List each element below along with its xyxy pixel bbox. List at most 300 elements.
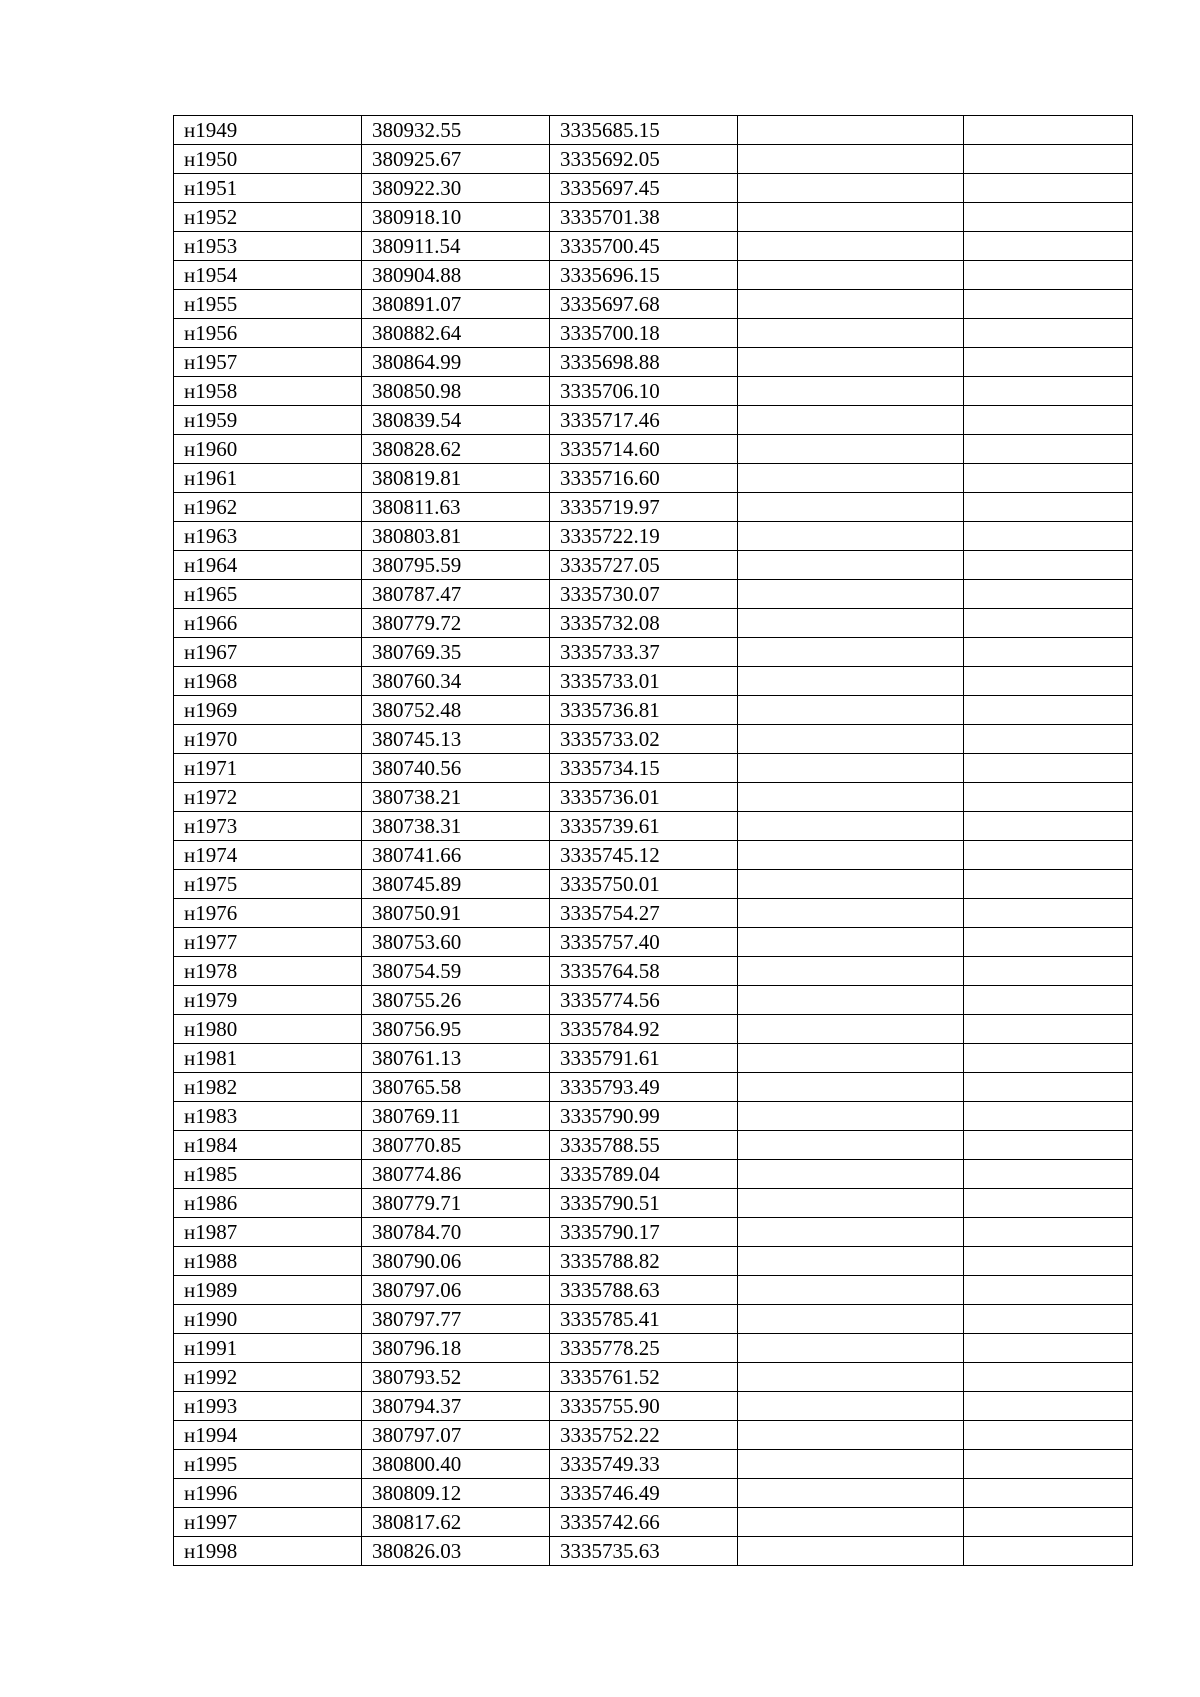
empty-cell-4 bbox=[738, 290, 964, 319]
table-row bbox=[174, 986, 1133, 1015]
x-coordinate-cell: 380756.95 bbox=[362, 1015, 550, 1044]
point-id-cell: н1982 bbox=[174, 1073, 362, 1102]
y-coordinate-cell: 3335736.81 bbox=[550, 696, 738, 725]
y-coordinate-cell: 3335733.01 bbox=[550, 667, 738, 696]
point-id-cell: н1997 bbox=[174, 1508, 362, 1537]
empty-cell-5 bbox=[964, 1218, 1133, 1247]
empty-cell-4 bbox=[738, 319, 964, 348]
table-row bbox=[174, 638, 1133, 667]
empty-cell-4 bbox=[738, 1015, 964, 1044]
y-coordinate-cell: 3335757.40 bbox=[550, 928, 738, 957]
table-row bbox=[174, 319, 1133, 348]
empty-cell-4 bbox=[738, 638, 964, 667]
empty-cell-5 bbox=[964, 1305, 1133, 1334]
y-coordinate-cell: 3335701.38 bbox=[550, 203, 738, 232]
y-coordinate-cell: 3335736.01 bbox=[550, 783, 738, 812]
y-coordinate-cell: 3335745.12 bbox=[550, 841, 738, 870]
y-coordinate-cell: 3335733.37 bbox=[550, 638, 738, 667]
empty-cell-4 bbox=[738, 261, 964, 290]
table-row bbox=[174, 1392, 1133, 1421]
table-row bbox=[174, 1131, 1133, 1160]
empty-cell-4 bbox=[738, 145, 964, 174]
x-coordinate-cell: 380811.63 bbox=[362, 493, 550, 522]
x-coordinate-cell: 380800.40 bbox=[362, 1450, 550, 1479]
point-id-cell: н1954 bbox=[174, 261, 362, 290]
empty-cell-5 bbox=[964, 1247, 1133, 1276]
x-coordinate-cell: 380828.62 bbox=[362, 435, 550, 464]
empty-cell-4 bbox=[738, 1305, 964, 1334]
table-row bbox=[174, 1044, 1133, 1073]
x-coordinate-cell: 380750.91 bbox=[362, 899, 550, 928]
empty-cell-4 bbox=[738, 1450, 964, 1479]
empty-cell-4 bbox=[738, 1479, 964, 1508]
empty-cell-5 bbox=[964, 986, 1133, 1015]
table-row bbox=[174, 1073, 1133, 1102]
point-id-cell: н1998 bbox=[174, 1537, 362, 1566]
x-coordinate-cell: 380797.77 bbox=[362, 1305, 550, 1334]
empty-cell-4 bbox=[738, 1508, 964, 1537]
point-id-cell: н1975 bbox=[174, 870, 362, 899]
y-coordinate-cell: 3335789.04 bbox=[550, 1160, 738, 1189]
point-id-cell: н1984 bbox=[174, 1131, 362, 1160]
x-coordinate-cell: 380754.59 bbox=[362, 957, 550, 986]
y-coordinate-cell: 3335732.08 bbox=[550, 609, 738, 638]
empty-cell-5 bbox=[964, 1102, 1133, 1131]
table-row bbox=[174, 957, 1133, 986]
point-id-cell: н1995 bbox=[174, 1450, 362, 1479]
empty-cell-4 bbox=[738, 1160, 964, 1189]
empty-cell-4 bbox=[738, 1102, 964, 1131]
empty-cell-4 bbox=[738, 1247, 964, 1276]
y-coordinate-cell: 3335754.27 bbox=[550, 899, 738, 928]
empty-cell-4 bbox=[738, 841, 964, 870]
empty-cell-5 bbox=[964, 116, 1133, 145]
table-row bbox=[174, 116, 1133, 145]
point-id-cell: н1986 bbox=[174, 1189, 362, 1218]
y-coordinate-cell: 3335735.63 bbox=[550, 1537, 738, 1566]
empty-cell-4 bbox=[738, 435, 964, 464]
x-coordinate-cell: 380740.56 bbox=[362, 754, 550, 783]
table-row bbox=[174, 1479, 1133, 1508]
x-coordinate-cell: 380765.58 bbox=[362, 1073, 550, 1102]
table-row bbox=[174, 870, 1133, 899]
point-id-cell: н1952 bbox=[174, 203, 362, 232]
empty-cell-4 bbox=[738, 783, 964, 812]
empty-cell-4 bbox=[738, 174, 964, 203]
empty-cell-5 bbox=[964, 812, 1133, 841]
empty-cell-5 bbox=[964, 783, 1133, 812]
y-coordinate-cell: 3335717.46 bbox=[550, 406, 738, 435]
y-coordinate-cell: 3335706.10 bbox=[550, 377, 738, 406]
point-id-cell: н1965 bbox=[174, 580, 362, 609]
coordinates-table bbox=[173, 115, 1133, 1566]
empty-cell-5 bbox=[964, 928, 1133, 957]
table-row bbox=[174, 1247, 1133, 1276]
empty-cell-4 bbox=[738, 1189, 964, 1218]
table-row bbox=[174, 609, 1133, 638]
x-coordinate-cell: 380755.26 bbox=[362, 986, 550, 1015]
empty-cell-4 bbox=[738, 406, 964, 435]
point-id-cell: н1991 bbox=[174, 1334, 362, 1363]
empty-cell-4 bbox=[738, 203, 964, 232]
empty-cell-4 bbox=[738, 609, 964, 638]
y-coordinate-cell: 3335700.45 bbox=[550, 232, 738, 261]
y-coordinate-cell: 3335714.60 bbox=[550, 435, 738, 464]
empty-cell-4 bbox=[738, 522, 964, 551]
x-coordinate-cell: 380741.66 bbox=[362, 841, 550, 870]
empty-cell-5 bbox=[964, 609, 1133, 638]
table-row bbox=[174, 1450, 1133, 1479]
x-coordinate-cell: 380797.06 bbox=[362, 1276, 550, 1305]
table-row bbox=[174, 522, 1133, 551]
y-coordinate-cell: 3335685.15 bbox=[550, 116, 738, 145]
empty-cell-4 bbox=[738, 899, 964, 928]
x-coordinate-cell: 380769.35 bbox=[362, 638, 550, 667]
empty-cell-5 bbox=[964, 203, 1133, 232]
x-coordinate-cell: 380738.21 bbox=[362, 783, 550, 812]
y-coordinate-cell: 3335788.63 bbox=[550, 1276, 738, 1305]
empty-cell-4 bbox=[738, 754, 964, 783]
point-id-cell: н1962 bbox=[174, 493, 362, 522]
table-row bbox=[174, 464, 1133, 493]
x-coordinate-cell: 380745.89 bbox=[362, 870, 550, 899]
empty-cell-5 bbox=[964, 1073, 1133, 1102]
table-row bbox=[174, 261, 1133, 290]
empty-cell-4 bbox=[738, 957, 964, 986]
empty-cell-4 bbox=[738, 1276, 964, 1305]
y-coordinate-cell: 3335788.55 bbox=[550, 1131, 738, 1160]
empty-cell-5 bbox=[964, 638, 1133, 667]
table-row bbox=[174, 1015, 1133, 1044]
table-row bbox=[174, 1160, 1133, 1189]
point-id-cell: н1983 bbox=[174, 1102, 362, 1131]
table-row bbox=[174, 928, 1133, 957]
empty-cell-5 bbox=[964, 696, 1133, 725]
point-id-cell: н1977 bbox=[174, 928, 362, 957]
x-coordinate-cell: 380922.30 bbox=[362, 174, 550, 203]
empty-cell-5 bbox=[964, 580, 1133, 609]
x-coordinate-cell: 380760.34 bbox=[362, 667, 550, 696]
y-coordinate-cell: 3335727.05 bbox=[550, 551, 738, 580]
empty-cell-5 bbox=[964, 870, 1133, 899]
empty-cell-5 bbox=[964, 435, 1133, 464]
empty-cell-5 bbox=[964, 1421, 1133, 1450]
x-coordinate-cell: 380891.07 bbox=[362, 290, 550, 319]
x-coordinate-cell: 380882.64 bbox=[362, 319, 550, 348]
table-row bbox=[174, 290, 1133, 319]
point-id-cell: н1953 bbox=[174, 232, 362, 261]
table-row bbox=[174, 812, 1133, 841]
y-coordinate-cell: 3335793.49 bbox=[550, 1073, 738, 1102]
point-id-cell: н1971 bbox=[174, 754, 362, 783]
x-coordinate-cell: 380904.88 bbox=[362, 261, 550, 290]
empty-cell-5 bbox=[964, 725, 1133, 754]
x-coordinate-cell: 380787.47 bbox=[362, 580, 550, 609]
table-row bbox=[174, 174, 1133, 203]
empty-cell-4 bbox=[738, 870, 964, 899]
y-coordinate-cell: 3335750.01 bbox=[550, 870, 738, 899]
empty-cell-5 bbox=[964, 957, 1133, 986]
table-row bbox=[174, 1189, 1133, 1218]
x-coordinate-cell: 380761.13 bbox=[362, 1044, 550, 1073]
point-id-cell: н1963 bbox=[174, 522, 362, 551]
x-coordinate-cell: 380819.81 bbox=[362, 464, 550, 493]
table-row bbox=[174, 754, 1133, 783]
x-coordinate-cell: 380770.85 bbox=[362, 1131, 550, 1160]
empty-cell-4 bbox=[738, 1073, 964, 1102]
x-coordinate-cell: 380793.52 bbox=[362, 1363, 550, 1392]
point-id-cell: н1979 bbox=[174, 986, 362, 1015]
point-id-cell: н1978 bbox=[174, 957, 362, 986]
point-id-cell: н1961 bbox=[174, 464, 362, 493]
y-coordinate-cell: 3335785.41 bbox=[550, 1305, 738, 1334]
empty-cell-4 bbox=[738, 1334, 964, 1363]
point-id-cell: н1957 bbox=[174, 348, 362, 377]
x-coordinate-cell: 380809.12 bbox=[362, 1479, 550, 1508]
table-row bbox=[174, 1421, 1133, 1450]
table-row bbox=[174, 1363, 1133, 1392]
y-coordinate-cell: 3335722.19 bbox=[550, 522, 738, 551]
empty-cell-5 bbox=[964, 899, 1133, 928]
table-row bbox=[174, 493, 1133, 522]
empty-cell-4 bbox=[738, 348, 964, 377]
y-coordinate-cell: 3335790.99 bbox=[550, 1102, 738, 1131]
point-id-cell: н1974 bbox=[174, 841, 362, 870]
table-row bbox=[174, 435, 1133, 464]
y-coordinate-cell: 3335764.58 bbox=[550, 957, 738, 986]
point-id-cell: н1969 bbox=[174, 696, 362, 725]
point-id-cell: н1951 bbox=[174, 174, 362, 203]
empty-cell-5 bbox=[964, 1392, 1133, 1421]
empty-cell-5 bbox=[964, 1276, 1133, 1305]
table-row bbox=[174, 667, 1133, 696]
empty-cell-5 bbox=[964, 493, 1133, 522]
y-coordinate-cell: 3335788.82 bbox=[550, 1247, 738, 1276]
empty-cell-5 bbox=[964, 1537, 1133, 1566]
empty-cell-5 bbox=[964, 174, 1133, 203]
x-coordinate-cell: 380797.07 bbox=[362, 1421, 550, 1450]
point-id-cell: н1968 bbox=[174, 667, 362, 696]
table-row bbox=[174, 377, 1133, 406]
empty-cell-4 bbox=[738, 1218, 964, 1247]
x-coordinate-cell: 380790.06 bbox=[362, 1247, 550, 1276]
y-coordinate-cell: 3335692.05 bbox=[550, 145, 738, 174]
table-row bbox=[174, 145, 1133, 174]
point-id-cell: н1959 bbox=[174, 406, 362, 435]
table-row bbox=[174, 899, 1133, 928]
empty-cell-5 bbox=[964, 1189, 1133, 1218]
x-coordinate-cell: 380918.10 bbox=[362, 203, 550, 232]
empty-cell-5 bbox=[964, 1479, 1133, 1508]
y-coordinate-cell: 3335746.49 bbox=[550, 1479, 738, 1508]
point-id-cell: н1985 bbox=[174, 1160, 362, 1189]
table-row bbox=[174, 841, 1133, 870]
x-coordinate-cell: 380911.54 bbox=[362, 232, 550, 261]
empty-cell-5 bbox=[964, 406, 1133, 435]
x-coordinate-cell: 380745.13 bbox=[362, 725, 550, 754]
empty-cell-5 bbox=[964, 261, 1133, 290]
table-row bbox=[174, 1305, 1133, 1334]
table-row bbox=[174, 1102, 1133, 1131]
x-coordinate-cell: 380779.72 bbox=[362, 609, 550, 638]
empty-cell-4 bbox=[738, 1131, 964, 1160]
table-row bbox=[174, 1537, 1133, 1566]
empty-cell-5 bbox=[964, 1131, 1133, 1160]
y-coordinate-cell: 3335749.33 bbox=[550, 1450, 738, 1479]
point-id-cell: н1966 bbox=[174, 609, 362, 638]
empty-cell-4 bbox=[738, 464, 964, 493]
empty-cell-5 bbox=[964, 551, 1133, 580]
y-coordinate-cell: 3335752.22 bbox=[550, 1421, 738, 1450]
y-coordinate-cell: 3335790.51 bbox=[550, 1189, 738, 1218]
empty-cell-5 bbox=[964, 522, 1133, 551]
table-row bbox=[174, 696, 1133, 725]
empty-cell-4 bbox=[738, 928, 964, 957]
table-row bbox=[174, 725, 1133, 754]
point-id-cell: н1970 bbox=[174, 725, 362, 754]
empty-cell-5 bbox=[964, 1363, 1133, 1392]
y-coordinate-cell: 3335697.45 bbox=[550, 174, 738, 203]
y-coordinate-cell: 3335761.52 bbox=[550, 1363, 738, 1392]
empty-cell-5 bbox=[964, 348, 1133, 377]
x-coordinate-cell: 380784.70 bbox=[362, 1218, 550, 1247]
x-coordinate-cell: 380839.54 bbox=[362, 406, 550, 435]
point-id-cell: н1987 bbox=[174, 1218, 362, 1247]
y-coordinate-cell: 3335774.56 bbox=[550, 986, 738, 1015]
empty-cell-4 bbox=[738, 986, 964, 1015]
empty-cell-4 bbox=[738, 1421, 964, 1450]
y-coordinate-cell: 3335719.97 bbox=[550, 493, 738, 522]
empty-cell-4 bbox=[738, 812, 964, 841]
empty-cell-5 bbox=[964, 290, 1133, 319]
point-id-cell: н1955 bbox=[174, 290, 362, 319]
y-coordinate-cell: 3335696.15 bbox=[550, 261, 738, 290]
empty-cell-4 bbox=[738, 493, 964, 522]
empty-cell-4 bbox=[738, 1044, 964, 1073]
x-coordinate-cell: 380925.67 bbox=[362, 145, 550, 174]
y-coordinate-cell: 3335730.07 bbox=[550, 580, 738, 609]
x-coordinate-cell: 380795.59 bbox=[362, 551, 550, 580]
table-row bbox=[174, 783, 1133, 812]
empty-cell-5 bbox=[964, 377, 1133, 406]
table-row bbox=[174, 1276, 1133, 1305]
point-id-cell: н1973 bbox=[174, 812, 362, 841]
point-id-cell: н1989 bbox=[174, 1276, 362, 1305]
point-id-cell: н1960 bbox=[174, 435, 362, 464]
point-id-cell: н1994 bbox=[174, 1421, 362, 1450]
point-id-cell: н1993 bbox=[174, 1392, 362, 1421]
x-coordinate-cell: 380753.60 bbox=[362, 928, 550, 957]
empty-cell-4 bbox=[738, 696, 964, 725]
point-id-cell: н1980 bbox=[174, 1015, 362, 1044]
empty-cell-5 bbox=[964, 1160, 1133, 1189]
point-id-cell: н1996 bbox=[174, 1479, 362, 1508]
empty-cell-4 bbox=[738, 116, 964, 145]
point-id-cell: н1949 bbox=[174, 116, 362, 145]
point-id-cell: н1972 bbox=[174, 783, 362, 812]
x-coordinate-cell: 380779.71 bbox=[362, 1189, 550, 1218]
y-coordinate-cell: 3335791.61 bbox=[550, 1044, 738, 1073]
y-coordinate-cell: 3335733.02 bbox=[550, 725, 738, 754]
empty-cell-4 bbox=[738, 377, 964, 406]
empty-cell-4 bbox=[738, 232, 964, 261]
point-id-cell: н1958 bbox=[174, 377, 362, 406]
point-id-cell: н1990 bbox=[174, 1305, 362, 1334]
table-row bbox=[174, 1508, 1133, 1537]
y-coordinate-cell: 3335698.88 bbox=[550, 348, 738, 377]
point-id-cell: н1988 bbox=[174, 1247, 362, 1276]
table-row bbox=[174, 1334, 1133, 1363]
x-coordinate-cell: 380752.48 bbox=[362, 696, 550, 725]
empty-cell-5 bbox=[964, 754, 1133, 783]
empty-cell-5 bbox=[964, 319, 1133, 348]
empty-cell-4 bbox=[738, 1537, 964, 1566]
y-coordinate-cell: 3335734.15 bbox=[550, 754, 738, 783]
x-coordinate-cell: 380850.98 bbox=[362, 377, 550, 406]
point-id-cell: н1992 bbox=[174, 1363, 362, 1392]
empty-cell-4 bbox=[738, 1363, 964, 1392]
x-coordinate-cell: 380794.37 bbox=[362, 1392, 550, 1421]
y-coordinate-cell: 3335778.25 bbox=[550, 1334, 738, 1363]
empty-cell-5 bbox=[964, 667, 1133, 696]
empty-cell-4 bbox=[738, 725, 964, 754]
table-row bbox=[174, 551, 1133, 580]
x-coordinate-cell: 380864.99 bbox=[362, 348, 550, 377]
x-coordinate-cell: 380826.03 bbox=[362, 1537, 550, 1566]
point-id-cell: н1956 bbox=[174, 319, 362, 348]
empty-cell-5 bbox=[964, 145, 1133, 174]
x-coordinate-cell: 380817.62 bbox=[362, 1508, 550, 1537]
table-row bbox=[174, 232, 1133, 261]
point-id-cell: н1976 bbox=[174, 899, 362, 928]
empty-cell-5 bbox=[964, 464, 1133, 493]
x-coordinate-cell: 380803.81 bbox=[362, 522, 550, 551]
table-row bbox=[174, 580, 1133, 609]
coordinates-table-body bbox=[174, 116, 1133, 1566]
point-id-cell: н1967 bbox=[174, 638, 362, 667]
y-coordinate-cell: 3335700.18 bbox=[550, 319, 738, 348]
x-coordinate-cell: 380774.86 bbox=[362, 1160, 550, 1189]
table-row bbox=[174, 203, 1133, 232]
table-row bbox=[174, 406, 1133, 435]
empty-cell-5 bbox=[964, 1015, 1133, 1044]
y-coordinate-cell: 3335790.17 bbox=[550, 1218, 738, 1247]
point-id-cell: н1964 bbox=[174, 551, 362, 580]
point-id-cell: н1950 bbox=[174, 145, 362, 174]
x-coordinate-cell: 380769.11 bbox=[362, 1102, 550, 1131]
empty-cell-5 bbox=[964, 841, 1133, 870]
y-coordinate-cell: 3335755.90 bbox=[550, 1392, 738, 1421]
empty-cell-5 bbox=[964, 1450, 1133, 1479]
empty-cell-4 bbox=[738, 667, 964, 696]
empty-cell-5 bbox=[964, 1508, 1133, 1537]
x-coordinate-cell: 380932.55 bbox=[362, 116, 550, 145]
empty-cell-4 bbox=[738, 580, 964, 609]
y-coordinate-cell: 3335742.66 bbox=[550, 1508, 738, 1537]
y-coordinate-cell: 3335716.60 bbox=[550, 464, 738, 493]
y-coordinate-cell: 3335784.92 bbox=[550, 1015, 738, 1044]
y-coordinate-cell: 3335739.61 bbox=[550, 812, 738, 841]
table-row bbox=[174, 348, 1133, 377]
table-row bbox=[174, 1218, 1133, 1247]
empty-cell-5 bbox=[964, 1044, 1133, 1073]
x-coordinate-cell: 380738.31 bbox=[362, 812, 550, 841]
empty-cell-4 bbox=[738, 551, 964, 580]
y-coordinate-cell: 3335697.68 bbox=[550, 290, 738, 319]
point-id-cell: н1981 bbox=[174, 1044, 362, 1073]
empty-cell-5 bbox=[964, 232, 1133, 261]
empty-cell-4 bbox=[738, 1392, 964, 1421]
